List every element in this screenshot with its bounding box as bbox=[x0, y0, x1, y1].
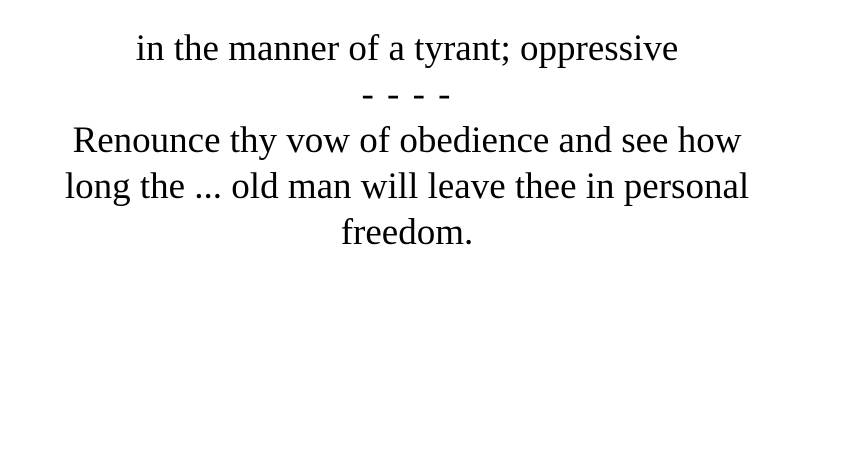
separator-dashes: - - - - bbox=[361, 74, 453, 115]
example-sentence: Renounce thy vow of obedience and see how long the ... old man will leave thee in personal freedom. bbox=[64, 120, 750, 253]
card-text-block bbox=[47, 26, 767, 256]
definition-text: in the manner of a tyrant; oppressive bbox=[135, 28, 679, 69]
